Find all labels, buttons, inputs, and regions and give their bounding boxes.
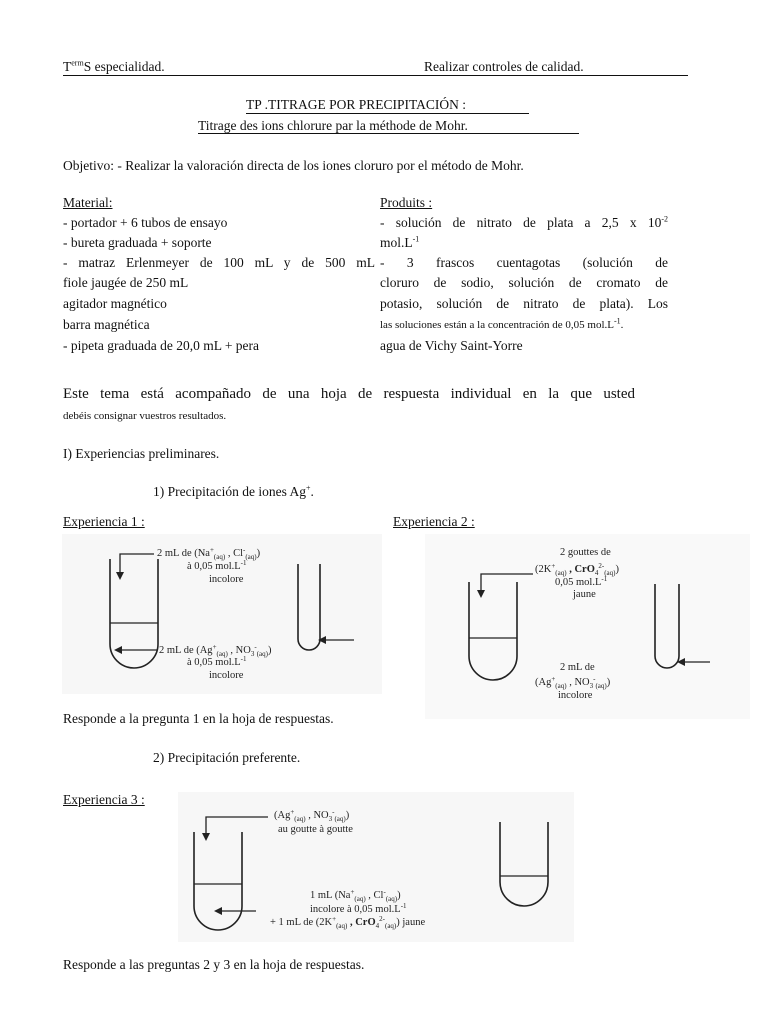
header-right: Realizar controles de calidad. (424, 59, 584, 74)
figure-label: au goutte à goutte (278, 824, 353, 835)
title-rule-2 (198, 133, 579, 134)
arrow (481, 574, 533, 594)
subsection-heading: 1) Precipitación de iones Ag+. (153, 483, 314, 499)
figure-label: à 0,05 $mol.L^{-1}$ (187, 655, 247, 668)
material-item: barra magnética (63, 317, 150, 332)
figure-label: 1 mL ($Na^+_{(aq)}$ , $Cl^-_{(aq)}$) (310, 888, 401, 903)
figure-label: incolore (558, 690, 593, 701)
test-tube (194, 832, 242, 930)
test-tube (655, 584, 679, 668)
produits-line: - 3 frascos cuentagotas (solución de (380, 255, 668, 270)
figure-label: incolore (209, 670, 244, 681)
material-item: agitador magnético (63, 296, 167, 311)
intro-line-2: debéis consignar vuestros resultados. (63, 410, 227, 422)
section-heading: I) Experiencias preliminares. (63, 446, 220, 461)
figure-label: incolore (209, 574, 244, 585)
figure-label: 2 mL de ($Na^+_{(aq)}$ , $Cl^-_{(aq)}$) (157, 546, 261, 561)
arrow-head (116, 572, 124, 580)
test-tube (469, 582, 517, 680)
produits-line: cloruro de sodio, solución de cromato de (380, 275, 668, 290)
figure-label: 2 gouttes de (560, 547, 611, 558)
produits-line: - solución de nitrato de plata a 2,5 x $10^{-2}$ (380, 214, 668, 230)
subsection-heading: 2) Precipitación preferente. (153, 750, 301, 765)
produits-line: potasio, solución de nitrato de plata). Los (380, 296, 668, 311)
figure-label: à 0,05 $mol.L^{-1}$ (187, 559, 247, 572)
figure-label: jaune (573, 589, 596, 600)
figure-label: ($Ag^+_{(aq)}$ , $NO_3^-_{(aq)}$) (535, 675, 611, 690)
figure-label: + 1 mL de ($2K^+_{(aq)}$ , CrO$_4^{2-}_{(aq)}$) jaune (270, 915, 426, 930)
intro-line-1: Este tema está acompañado de una hoja de respuesta individual en la que usted (63, 386, 635, 402)
arrow (120, 554, 154, 576)
figure-label: ($Ag^+_{(aq)}$ , $NO_3^-_{(aq)}$) (274, 808, 350, 823)
material-heading: Material: (63, 195, 113, 210)
objective-text: Objetivo: - Realizar la valoración directa de los iones cloruro por el método de Mohr. (63, 158, 524, 173)
figure-label: ($2K^+_{(aq)}$ , CrO$_4^{2-}_{(aq)}$) (535, 562, 619, 577)
figure-label: 2 mL de ($Ag^+_{(aq)}$ , $NO_3^-_{(aq)}$) (159, 643, 272, 658)
produits-line: $mol.L^{-1}$ (380, 234, 420, 250)
experiment-2-label: Experiencia 2 : (393, 514, 475, 529)
produits-heading: Produits : (380, 195, 433, 210)
arrow-head (214, 907, 222, 915)
header-rule (63, 75, 688, 76)
header-left: $T^{erm}S$ especialidad. (63, 58, 165, 74)
figure-label: 2 mL de (560, 662, 595, 673)
material-item: - portador + 6 tubos de ensayo (63, 215, 228, 230)
title-line-1: TP .TITRAGE POR PRECIPITACIÓN : (246, 97, 467, 112)
title-rule-1 (246, 113, 529, 114)
experiment-2-figure (425, 534, 750, 719)
test-tube (500, 822, 548, 906)
instruction-text: Responde a la pregunta 1 en la hoja de respuestas. (63, 711, 334, 726)
test-tube (110, 559, 158, 668)
arrow-head (477, 590, 485, 598)
experiment-1-figure (62, 534, 382, 694)
material-item: - pipeta graduada de 20,0 mL + pera (63, 338, 260, 353)
instruction-text: Responde a las preguntas 2 y 3 en la hoja de respuestas. (63, 957, 365, 972)
produits-line: agua de Vichy Saint-Yorre (380, 338, 523, 353)
experiment-3-figure (178, 792, 574, 942)
material-item: - matraz Erlenmeyer de 100 mL y de 500 mL (63, 255, 375, 270)
test-tube (298, 564, 320, 650)
arrow (206, 817, 268, 837)
arrow-head (202, 833, 210, 841)
material-item: fiole jaugée de 250 mL (63, 275, 189, 290)
figure-label: 0,05 $mol.L^{-1}$ (555, 575, 608, 588)
produits-line: las soluciones están a la concentración de 0,05 $mol.L^{-1}$. (380, 316, 624, 331)
experiment-1-label: Experiencia 1 : (63, 514, 145, 529)
arrow-head (114, 646, 122, 654)
figure-label: incolore à 0,05 $mol.L^{-1}$ (310, 902, 407, 915)
experiment-3-label: Experiencia 3 : (63, 792, 145, 807)
title-line-2: Titrage des ions chlorure par la méthode de Mohr. (198, 118, 468, 133)
material-item: - bureta graduada + soporte (63, 235, 212, 250)
